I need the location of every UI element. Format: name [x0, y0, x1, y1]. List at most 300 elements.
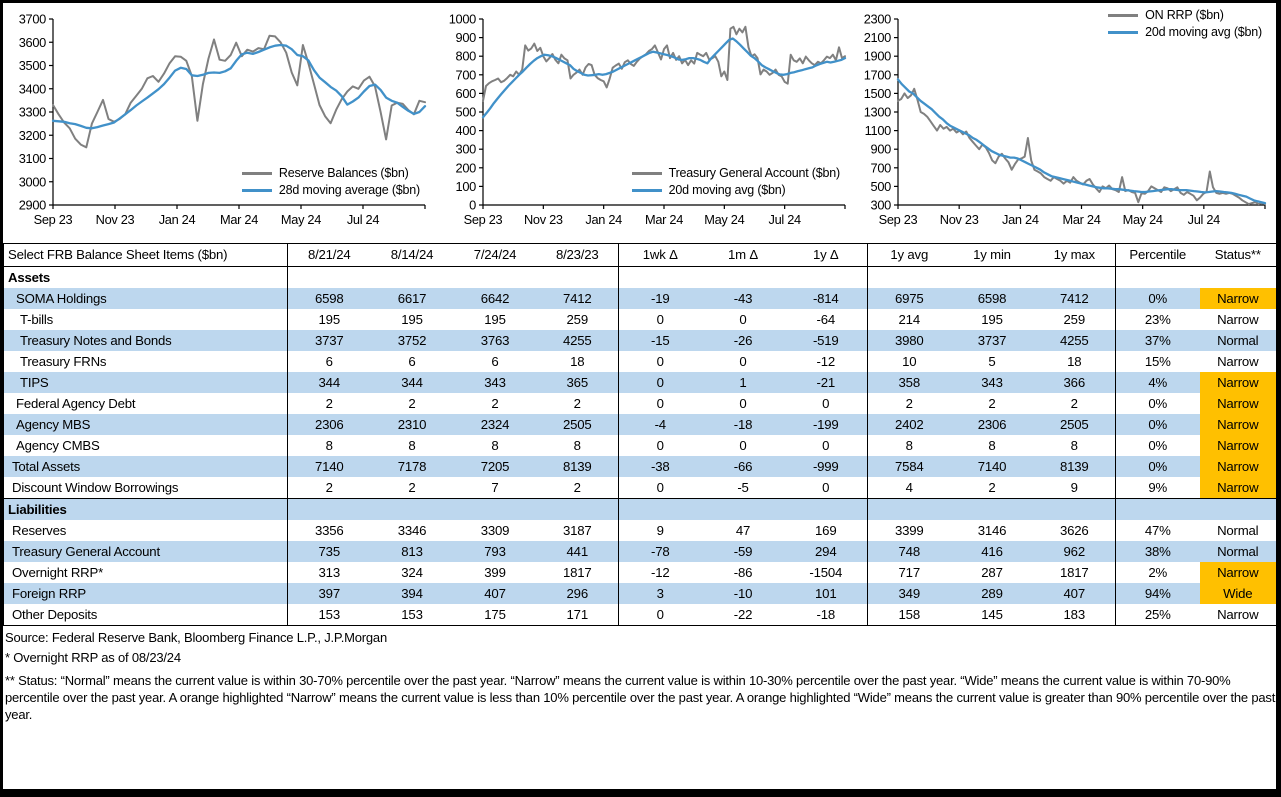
cell-1m: 0: [739, 354, 747, 369]
cell-1y-min: 7140: [951, 456, 1034, 477]
y-tick-label: 1700: [863, 67, 891, 83]
cell-status: Wide: [1200, 583, 1277, 604]
source-note: Source: Federal Reserve Bank, Bloomberg Finance L.P., J.P.Morgan: [5, 630, 387, 645]
cell-1y-avg: 2402: [868, 414, 951, 435]
cell-1y-min: 287: [981, 565, 1003, 580]
cell-status: Narrow: [1200, 562, 1277, 583]
x-tick-label: Jan 24: [585, 212, 622, 227]
cell-7-24-24: 195: [484, 312, 506, 327]
cell-1y: 169: [815, 523, 837, 538]
cell-1y: -199: [785, 414, 868, 435]
col-header-1m: 1m Δ: [702, 244, 785, 267]
cell-7-24-24: 6642: [454, 288, 537, 309]
y-tick-label: 3300: [18, 104, 46, 120]
x-tick-label: Nov 23: [95, 212, 135, 227]
legend-entry: [242, 166, 420, 180]
cell-1wk: -78: [619, 541, 702, 562]
cell-1y-max: 259: [1063, 312, 1085, 327]
cell-8-21-24: 2: [288, 393, 371, 414]
treasury-general-account-legend: [632, 166, 840, 197]
cell-1y-avg: 748: [868, 541, 951, 562]
cell-1y-max: 2: [1070, 396, 1078, 411]
cell-percentile: 23%: [1116, 309, 1200, 330]
on-rrp-legend: [1108, 8, 1262, 39]
cell-status: Narrow: [1200, 372, 1277, 393]
on-rrp-series-0: [898, 89, 1265, 204]
cell-7-24-24: 343: [454, 372, 537, 393]
cell-percentile: 94%: [1116, 583, 1200, 604]
cell-percentile: 25%: [1116, 604, 1200, 626]
cell-1wk: -4: [619, 414, 702, 435]
y-tick-label: 0: [469, 197, 476, 213]
cell-1y-min: 145: [981, 607, 1003, 622]
cell-1y-avg: 3980: [868, 330, 951, 351]
cell-8-14-24: 153: [401, 607, 423, 622]
cell-1y-min: 289: [951, 583, 1034, 604]
cell-1y-max: 183: [1063, 607, 1085, 622]
cell-1y-min: 343: [951, 372, 1034, 393]
cell-1wk: -38: [619, 456, 702, 477]
legend-swatch: [242, 189, 272, 192]
cell-1wk: 3: [619, 583, 702, 604]
row-label: Treasury Notes and Bonds: [4, 330, 288, 351]
row-label: Treasury FRNs: [20, 354, 107, 369]
cell-1wk: [619, 267, 702, 289]
row-treasury-general-account: [4, 541, 1277, 562]
row-label: Assets: [8, 270, 51, 285]
y-tick-label: 3200: [18, 127, 46, 143]
cell-1y: -18: [816, 607, 835, 622]
cell-1y-max: 962: [1034, 541, 1116, 562]
y-tick-label: 2100: [863, 30, 891, 46]
cell-8-23-23: [537, 499, 619, 521]
y-tick-label: 600: [455, 85, 476, 101]
cell-8-14-24: 2310: [371, 414, 454, 435]
cell-1m: -18: [702, 414, 785, 435]
y-tick-label: 1900: [863, 48, 891, 64]
x-tick-label: Jul 24: [346, 212, 380, 227]
cell-8-23-23: 171: [566, 607, 588, 622]
cell-1y-min: [951, 499, 1034, 521]
cell-1wk: -15: [619, 330, 702, 351]
cell-1y-avg: 10: [868, 351, 951, 372]
cell-1y-min: 2: [988, 396, 996, 411]
cell-percentile: [1116, 499, 1200, 521]
cell-8-21-24: [288, 267, 371, 289]
cell-1y: 0: [822, 396, 830, 411]
cell-percentile: 38%: [1116, 541, 1200, 562]
footnotes: [3, 629, 1276, 723]
legend-swatch: [1108, 14, 1138, 17]
row-label: Overnight RRP*: [12, 565, 104, 580]
cell-7-24-24: 7: [491, 480, 499, 495]
cell-8-23-23: 8139: [537, 456, 619, 477]
cell-8-14-24: 3752: [371, 330, 454, 351]
y-tick-label: 3500: [18, 58, 46, 73]
row-label: Discount Window Borrowings: [12, 480, 179, 495]
cell-percentile: 9%: [1116, 477, 1200, 499]
cell-8-23-23: 259: [566, 312, 588, 327]
y-tick-label: 300: [870, 197, 891, 213]
y-tick-label: 500: [870, 178, 891, 194]
cell-1wk: 0: [619, 372, 702, 393]
cell-1y-min: 3737: [951, 330, 1034, 351]
reserve-balances-svg: [3, 3, 436, 243]
legend-entry: [632, 166, 840, 180]
y-tick-label: 3400: [18, 81, 46, 97]
row-federal-agency-debt: [4, 393, 1277, 414]
x-tick-label: Nov 23: [939, 212, 979, 227]
row-label: Total Assets: [4, 456, 288, 477]
cell-1wk: 0: [619, 477, 702, 499]
cell-1m: 0: [739, 312, 747, 327]
cell-8-21-24: 6: [288, 351, 371, 372]
x-tick-label: Jul 24: [1187, 212, 1221, 227]
cell-1y-avg: 7584: [868, 456, 951, 477]
legend-swatch: [632, 172, 662, 175]
cell-8-23-23: 365: [537, 372, 619, 393]
cell-1m: -86: [733, 565, 753, 580]
cell-8-21-24: 3737: [288, 330, 371, 351]
cell-1y-min: 3146: [977, 523, 1007, 538]
x-tick-label: Mar 24: [1062, 212, 1101, 227]
cell-percentile: 37%: [1116, 330, 1200, 351]
cell-1m: -43: [702, 288, 785, 309]
y-tick-label: 100: [455, 178, 476, 194]
x-tick-label: Mar 24: [219, 212, 259, 227]
cell-percentile: 47%: [1116, 520, 1200, 541]
cell-1y-max: [1034, 499, 1116, 521]
on-rrp-series-1: [898, 79, 1265, 203]
cell-8-21-24: 8: [288, 435, 371, 456]
cell-1m: -26: [702, 330, 785, 351]
x-tick-label: Jan 24: [158, 212, 196, 227]
y-tick-label: 1500: [863, 85, 891, 101]
cell-1m: -22: [733, 607, 753, 622]
row-reserves: [4, 520, 1277, 541]
cell-status: Narrow: [1217, 312, 1259, 327]
cell-8-23-23: 441: [537, 541, 619, 562]
y-tick-label: 3000: [18, 174, 46, 190]
x-tick-label: Jul 24: [768, 212, 801, 227]
col-header-percentile: Percentile: [1116, 244, 1200, 267]
legend-entry: [1108, 8, 1262, 22]
cell-percentile: 2%: [1116, 562, 1200, 583]
col-header-7-24-24: 7/24/24: [454, 244, 537, 267]
row-t-bills: [4, 309, 1277, 330]
cell-percentile: 0%: [1116, 435, 1200, 456]
cell-8-14-24: 324: [401, 565, 423, 580]
legend-label: 20d moving avg ($bn): [668, 183, 786, 197]
cell-7-24-24: 2: [491, 396, 499, 411]
cell-status: Normal: [1200, 541, 1277, 562]
cell-1m: 47: [735, 523, 751, 538]
cell-status: [1200, 499, 1277, 521]
cell-1y-avg: [868, 499, 951, 521]
cell-percentile: 4%: [1116, 372, 1200, 393]
row-overnight-rrp: [4, 562, 1277, 583]
cell-8-14-24: [371, 267, 454, 289]
cell-1y-avg: 4: [868, 477, 951, 499]
cell-1y-max: 18: [1067, 354, 1082, 369]
cell-1y: -814: [785, 288, 868, 309]
row-total-assets: [4, 456, 1277, 477]
cell-1y-avg: 3399: [868, 520, 951, 541]
cell-8-23-23: 2: [573, 396, 581, 411]
cell-1m: 0: [739, 438, 747, 453]
balance-sheet-table: [3, 243, 1277, 626]
legend-swatch: [242, 172, 272, 175]
legend-label: Treasury General Account ($bn): [668, 166, 840, 180]
cell-1y-avg: 6975: [868, 288, 951, 309]
legend-swatch: [1108, 31, 1138, 34]
cell-7-24-24: 175: [484, 607, 506, 622]
y-tick-label: 3600: [18, 34, 46, 50]
y-tick-label: 2900: [18, 197, 46, 213]
cell-1y-min: 195: [981, 312, 1003, 327]
charts-row: [3, 3, 1276, 243]
on-rrp-svg: [856, 3, 1276, 243]
cell-8-14-24: 344: [371, 372, 454, 393]
cell-status: Narrow: [1200, 477, 1277, 499]
cell-1y-max: 9: [1070, 480, 1078, 495]
row-other-deposits: [4, 604, 1277, 626]
cell-1m: -59: [702, 541, 785, 562]
cell-8-14-24: 3346: [397, 523, 427, 538]
cell-percentile: [1116, 267, 1200, 289]
treasury-general-account-plot: [436, 3, 856, 248]
row-treasury-notes-and-bonds: [4, 330, 1277, 351]
cell-8-14-24: 7178: [371, 456, 454, 477]
cell-7-24-24: [454, 267, 537, 289]
reserve-balances-plot: [3, 3, 436, 248]
row-label: T-bills: [20, 312, 54, 327]
y-tick-label: 700: [870, 160, 891, 176]
reserve-balances-series-0: [53, 36, 425, 148]
row-soma-holdings: [4, 288, 1277, 309]
x-tick-label: Sep 23: [463, 212, 503, 227]
cell-8-23-23: 18: [570, 354, 585, 369]
x-tick-label: Sep 23: [878, 212, 918, 227]
cell-status: Narrow: [1200, 414, 1277, 435]
cell-1y: -519: [785, 330, 868, 351]
cell-7-24-24: 793: [454, 541, 537, 562]
rrp-asof-note: * Overnight RRP as of 08/23/24: [5, 650, 181, 665]
table-body: [4, 267, 1277, 626]
cell-7-24-24: 3763: [454, 330, 537, 351]
cell-8-14-24: [371, 499, 454, 521]
cell-1y-max: 4255: [1034, 330, 1116, 351]
cell-8-21-24: 344: [288, 372, 371, 393]
on-rrp-plot: [856, 3, 1276, 248]
cell-status: Narrow: [1200, 288, 1277, 309]
cell-1wk: [619, 499, 702, 521]
status-note: ** Status: “Normal” means the current value is within 30-70% percentile over the past year. “Narrow” means the current value is within 10-30% percentile over the past year. “Wide” means the current value is within 70-90% percentile over the past year. A orange highlighted “Narrow” means the current value is less than 10% percentile over the past year. A orange highlighted “Wide” means the current value is greater than 90% percentile over the past year.: [5, 673, 1276, 722]
cell-8-14-24: 6: [408, 354, 416, 369]
y-tick-label: 1300: [863, 104, 891, 120]
cell-8-21-24: 397: [288, 583, 371, 604]
cell-1y-min: 6598: [951, 288, 1034, 309]
cell-1m: -10: [702, 583, 785, 604]
cell-1y-min: 5: [988, 354, 996, 369]
legend-label: Reserve Balances ($bn): [278, 166, 409, 180]
y-tick-label: 300: [455, 141, 476, 157]
cell-1m: [702, 267, 785, 289]
cell-1y-max: 407: [1034, 583, 1116, 604]
cell-7-24-24: [454, 499, 537, 521]
cell-7-24-24: 6: [491, 354, 499, 369]
row-label: Reserves: [12, 523, 67, 538]
cell-1y-min: 416: [951, 541, 1034, 562]
cell-1y: 101: [785, 583, 868, 604]
cell-1y-avg: 717: [868, 562, 951, 583]
y-tick-label: 1100: [864, 123, 891, 139]
reserve-balances-series-1: [53, 45, 425, 128]
tick-labels: [864, 12, 1220, 228]
cell-1wk: 0: [619, 351, 702, 372]
cell-1wk: -19: [619, 288, 702, 309]
reserve-balances-legend: [242, 166, 420, 197]
row-label: SOMA Holdings: [4, 288, 288, 309]
row-agency-mbs: [4, 414, 1277, 435]
cell-1y: 0: [822, 480, 830, 495]
cell-1y: -1504: [809, 565, 843, 580]
row-assets: [4, 267, 1277, 289]
x-tick-label: Nov 23: [523, 212, 563, 227]
col-header-1y-min: 1y min: [951, 244, 1034, 267]
y-tick-label: 3700: [18, 11, 46, 27]
cell-status: [1200, 267, 1277, 289]
cell-percentile: 0%: [1116, 288, 1200, 309]
row-label: Liabilities: [4, 499, 288, 521]
x-tick-label: Mar 24: [644, 212, 684, 227]
treasury-general-account-chart: [436, 3, 856, 243]
row-tips: [4, 372, 1277, 393]
cell-1y-max: 7412: [1034, 288, 1116, 309]
cell-1y-max: 3626: [1059, 523, 1089, 538]
cell-1wk: 9: [619, 520, 702, 541]
cell-status: Narrow: [1200, 393, 1277, 414]
col-header-status: Status**: [1200, 244, 1277, 267]
cell-8-14-24: 813: [371, 541, 454, 562]
row-label: Agency MBS: [4, 414, 288, 435]
cell-1m: 0: [739, 396, 747, 411]
y-tick-label: 900: [870, 141, 891, 157]
on-rrp-chart: [856, 3, 1276, 243]
cell-1y: 294: [785, 541, 868, 562]
cell-1y-max: 8139: [1034, 456, 1116, 477]
cell-7-24-24: 399: [484, 565, 506, 580]
cell-status: Normal: [1200, 330, 1277, 351]
y-tick-label: 500: [455, 104, 476, 120]
y-tick-label: 700: [455, 67, 476, 83]
cell-percentile: 0%: [1116, 414, 1200, 435]
legend-label: 20d moving avg ($bn): [1145, 25, 1262, 39]
cell-8-14-24: 6617: [371, 288, 454, 309]
cell-1y-avg: 8: [868, 435, 951, 456]
row-agency-cmbs: [4, 435, 1277, 456]
cell-status: Narrow: [1200, 435, 1277, 456]
y-tick-label: 1000: [448, 11, 476, 27]
cell-status: Normal: [1217, 523, 1259, 538]
y-tick-label: 800: [455, 48, 476, 64]
cell-1m: [702, 499, 785, 521]
cell-1y-max: 2505: [1034, 414, 1116, 435]
col-header-8-14-24: 8/14/24: [371, 244, 454, 267]
cell-status: Narrow: [1217, 607, 1259, 622]
cell-1y: -21: [785, 372, 868, 393]
row-label: Foreign RRP: [4, 583, 288, 604]
y-tick-label: 200: [455, 160, 476, 176]
cell-8-23-23: 3187: [562, 523, 592, 538]
cell-8-14-24: 2: [408, 396, 416, 411]
cell-1wk: 0: [619, 435, 702, 456]
cell-7-24-24: 2324: [454, 414, 537, 435]
cell-8-21-24: 2306: [288, 414, 371, 435]
col-header-1y: 1y Δ: [785, 244, 868, 267]
cell-1wk: 0: [619, 604, 702, 626]
cell-status: Narrow: [1217, 354, 1259, 369]
legend-label: 28d moving average ($bn): [278, 183, 420, 197]
cell-8-23-23: 7412: [537, 288, 619, 309]
cell-percentile: 0%: [1116, 456, 1200, 477]
cell-8-14-24: 8: [408, 438, 416, 453]
cell-1y-avg: 2: [868, 393, 951, 414]
cell-percentile: 0%: [1116, 393, 1200, 414]
cell-7-24-24: 7205: [454, 456, 537, 477]
cell-1y: -12: [816, 354, 835, 369]
x-tick-label: Jan 24: [1002, 212, 1039, 227]
cell-1y-min: 2306: [951, 414, 1034, 435]
cell-1y: [785, 267, 868, 289]
col-header-8-23-23: 8/23/23: [537, 244, 619, 267]
legend-entry: [1108, 25, 1262, 39]
cell-8-21-24: [288, 499, 371, 521]
x-tick-label: May 24: [704, 212, 745, 227]
cell-1m: -5: [737, 480, 749, 495]
row-label: Other Deposits: [12, 607, 98, 622]
cell-1m: 1: [702, 372, 785, 393]
cell-1y-max: 1817: [1059, 565, 1089, 580]
cell-1wk: -12: [619, 562, 702, 583]
cell-percentile: 15%: [1116, 351, 1200, 372]
cell-8-23-23: 1817: [562, 565, 592, 580]
cell-7-24-24: 407: [454, 583, 537, 604]
cell-8-21-24: 6598: [288, 288, 371, 309]
cell-8-23-23: 4255: [537, 330, 619, 351]
y-tick-label: 3100: [18, 151, 46, 166]
y-tick-label: 900: [455, 30, 476, 46]
legend-swatch: [632, 189, 662, 192]
cell-1y-min: 2: [988, 480, 996, 495]
cell-8-21-24: 3356: [288, 520, 371, 541]
col-header-1y-avg: 1y avg: [868, 244, 951, 267]
col-header-8-21-24: 8/21/24: [288, 244, 371, 267]
x-tick-label: May 24: [280, 212, 322, 227]
col-header-1wk: 1wk Δ: [619, 244, 702, 267]
cell-8-21-24: 735: [288, 541, 371, 562]
cell-8-21-24: 7140: [288, 456, 371, 477]
cell-1y-max: 8: [1070, 438, 1078, 453]
cell-1wk: 0: [619, 309, 702, 330]
row-foreign-rrp: [4, 583, 1277, 604]
row-label: Treasury General Account: [4, 541, 288, 562]
cell-1y: -999: [785, 456, 868, 477]
cell-1y-avg: 358: [868, 372, 951, 393]
x-tick-label: May 24: [1122, 212, 1163, 227]
cell-8-14-24: 195: [401, 312, 423, 327]
cell-1y-avg: 214: [868, 309, 951, 330]
